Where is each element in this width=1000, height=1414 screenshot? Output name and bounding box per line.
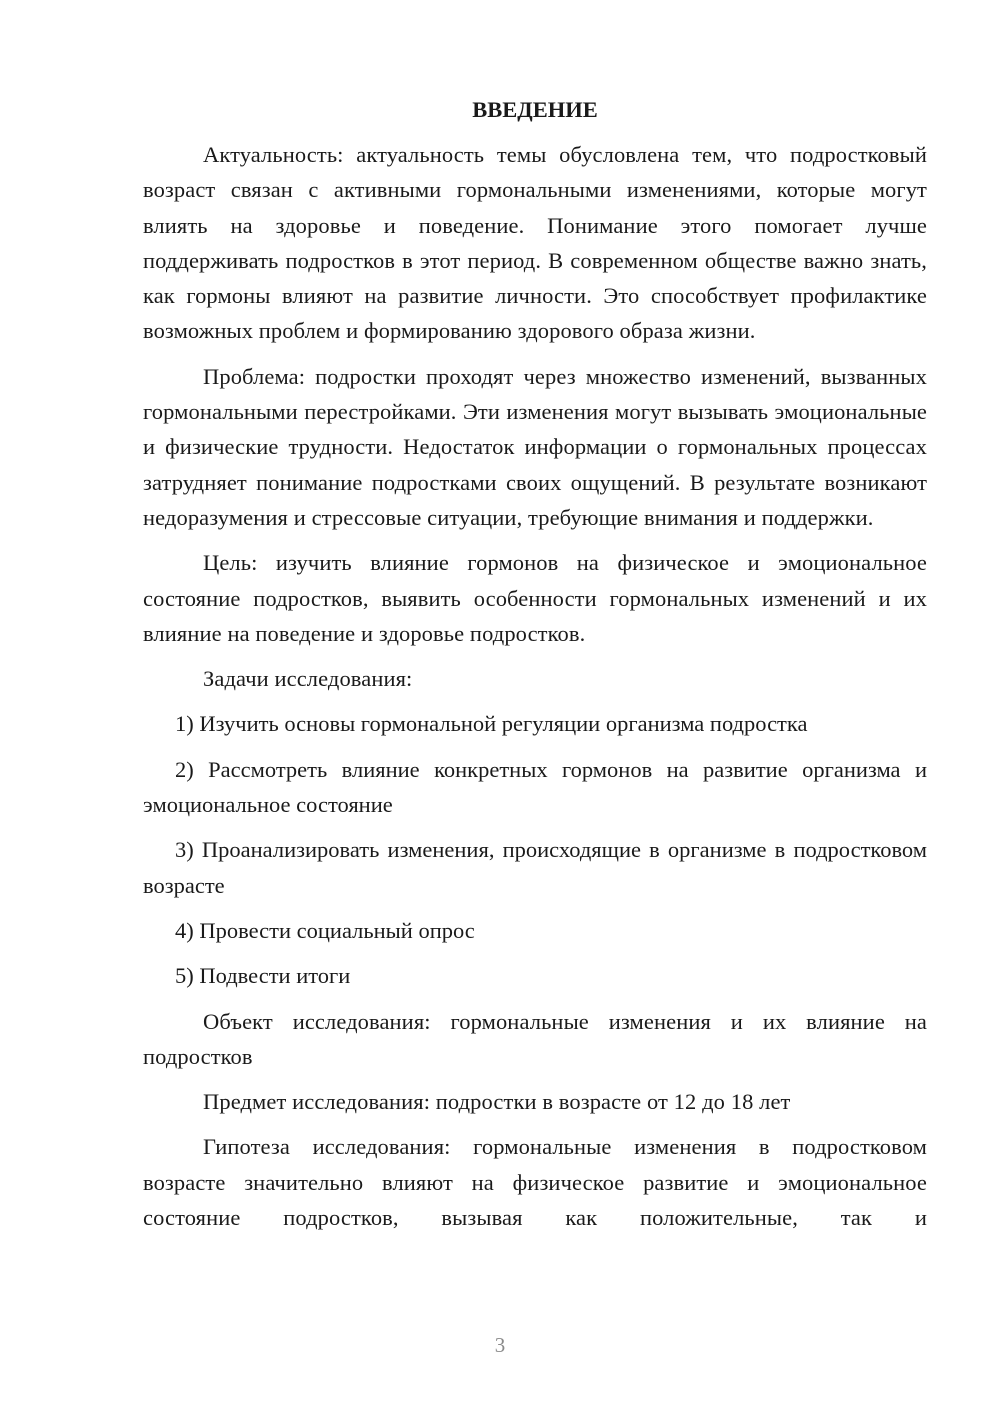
page-number: 3: [494, 1333, 506, 1357]
task-item: 3) Проанализировать изменения, происходящие в организме в подростковом возрасте: [143, 837, 927, 898]
object-paragraph: Объект исследования: гормональные изменения и их влияние на подростков: [143, 1008, 927, 1069]
subject-paragraph: Предмет исследования: подростки в возрасте от 12 до 18 лет: [203, 1089, 791, 1115]
task-item: 5) Подвести итоги: [175, 963, 351, 989]
page-title: ВВЕДЕНИЕ: [472, 97, 598, 122]
task-item: 4) Провести социальный опрос: [175, 917, 475, 943]
task-item: 2) Рассмотреть влияние конкретных гормонов на развитие организма и эмоциональное состояние: [143, 756, 927, 818]
goal-paragraph: Цель: изучить влияние гормонов на физическое и эмоциональное состояние подростков, выявить особенности гормональных изменений и их влияние на поведение и здоровье подростков.: [143, 550, 927, 646]
task-item: 1) Изучить основы гормональной регуляции организма подростка: [175, 711, 808, 737]
problem-paragraph: Проблема: подростки проходят через множество изменений, вызванных гормональными перестройками. Эти изменения могут вызывать эмоциональные и физические трудности. Недостаток информации о гормональных процессах затрудняет понимание подростками своих ощущений. В результате возникают недоразумения и стрессовые ситуации, требующие внимания и поддержки.: [143, 363, 927, 530]
tasks-heading: Задачи исследования:: [203, 666, 413, 692]
hypothesis-paragraph: Гипотеза исследования: гормональные изменения в подростковом возрасте значительно влияют на физическое развитие и эмоциональное состояние подростков, вызывая как положительные, так и: [143, 1134, 927, 1231]
relevance-paragraph: Актуальность: актуальность темы обусловлена тем, что подростковый возраст связан с активными гормональными изменениями, которые могут влиять на здоровье и поведение. Понимание этого помогает лучше поддерживать подростков в этот период. В современном обществе важно знать, как гормоны влияют на развитие личности. Это способствует профилактике возможных проблем и формированию здорового образа жизни.: [143, 142, 927, 344]
page-content: [143, 92, 927, 1245]
